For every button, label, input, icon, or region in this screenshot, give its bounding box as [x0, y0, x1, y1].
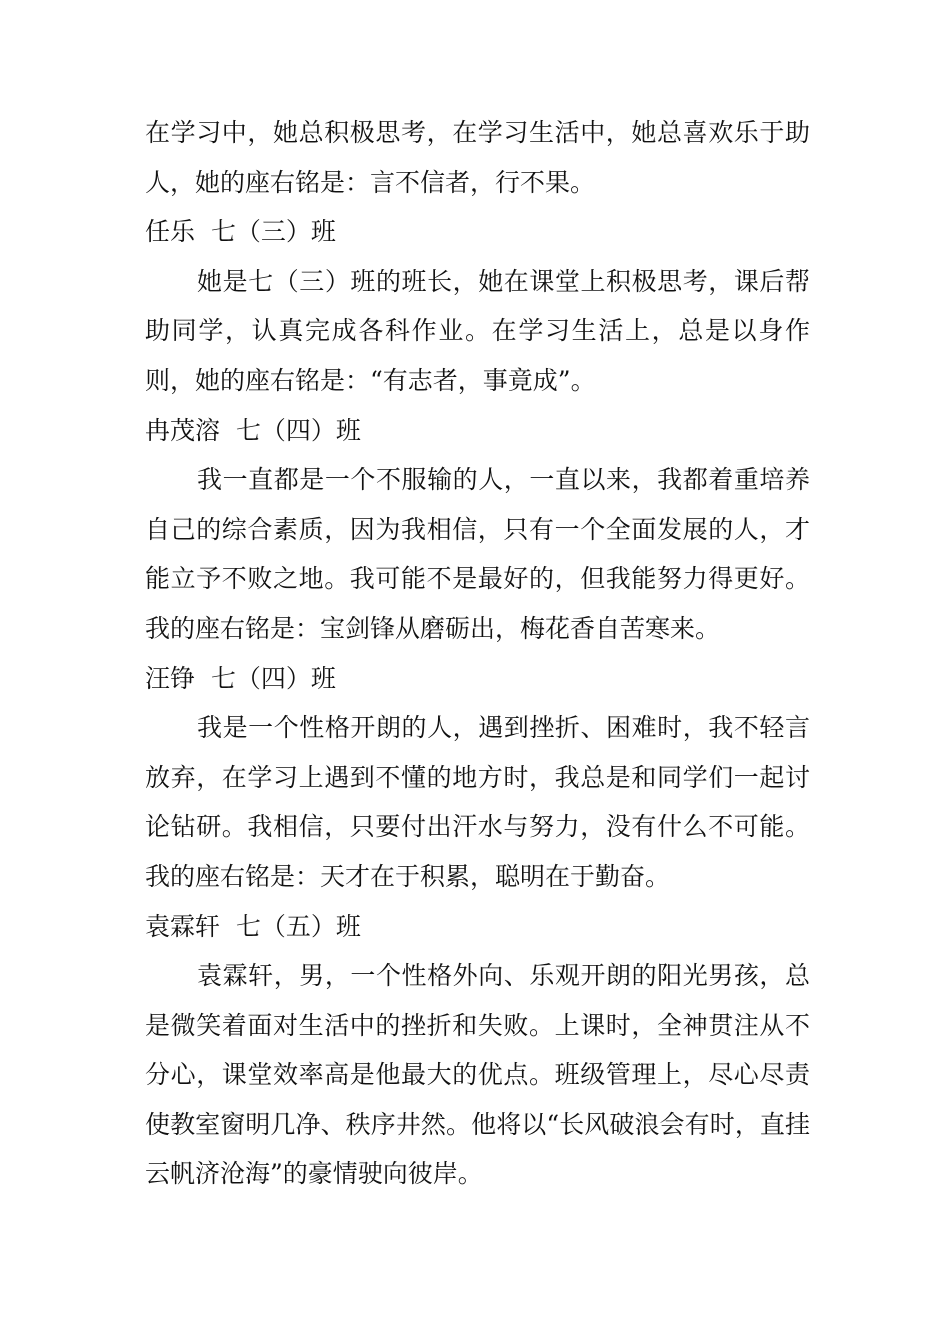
student-name-class-wang-zheng: 汪铮 七（四）班: [145, 663, 336, 693]
paragraph-continued: 在学习中，她总积极思考，在学习生活中，她总喜欢乐于助人，她的座右铭是：言不信者，行不果。: [145, 118, 810, 197]
paragraph-yuan-linxuan: 袁霖轩，男，一个性格外向、乐观开朗的阳光男孩，总是微笑着面对生活中的挫折和失败。上课时，全神贯注从不分心，课堂效率高是他最大的优点。班级管理上，尽心尽责使教室窗明几净、秩序井然。他将以“长风破浪会有时，直挂云帆济沧海”的豪情驶向彼岸。: [145, 961, 810, 1189]
document-body: [145, 108, 810, 1199]
paragraph-ran-maorong: 我一直都是一个不服输的人，一直以来，我都着重培养自己的综合素质，因为我相信，只有一个全面发展的人，才能立予不败之地。我可能不是最好的，但我能努力得更好。我的座右铭是：宝剑锋从磨砺出，梅花香自苦寒来。: [145, 465, 810, 643]
paragraph-wang-zheng: 我是一个性格开朗的人，遇到挫折、困难时，我不轻言放弃，在学习上遇到不懂的地方时，我总是和同学们一起讨论钻研。我相信，只要付出汗水与努力，没有什么不可能。我的座右铭是：天才在于积累，聪明在于勤奋。: [145, 713, 810, 891]
paragraph-ren-le: 她是七（三）班的班长，她在课堂上积极思考，课后帮助同学，认真完成各科作业。在学习生活上，总是以身作则，她的座右铭是：“有志者，事竟成”。: [145, 266, 810, 395]
student-name-class-ran-maorong: 冉茂溶 七（四）班: [145, 415, 361, 445]
student-name-class-ren-le: 任乐 七（三）班: [145, 217, 336, 247]
student-name-class-yuan-linxuan: 袁霖轩 七（五）班: [145, 911, 361, 941]
